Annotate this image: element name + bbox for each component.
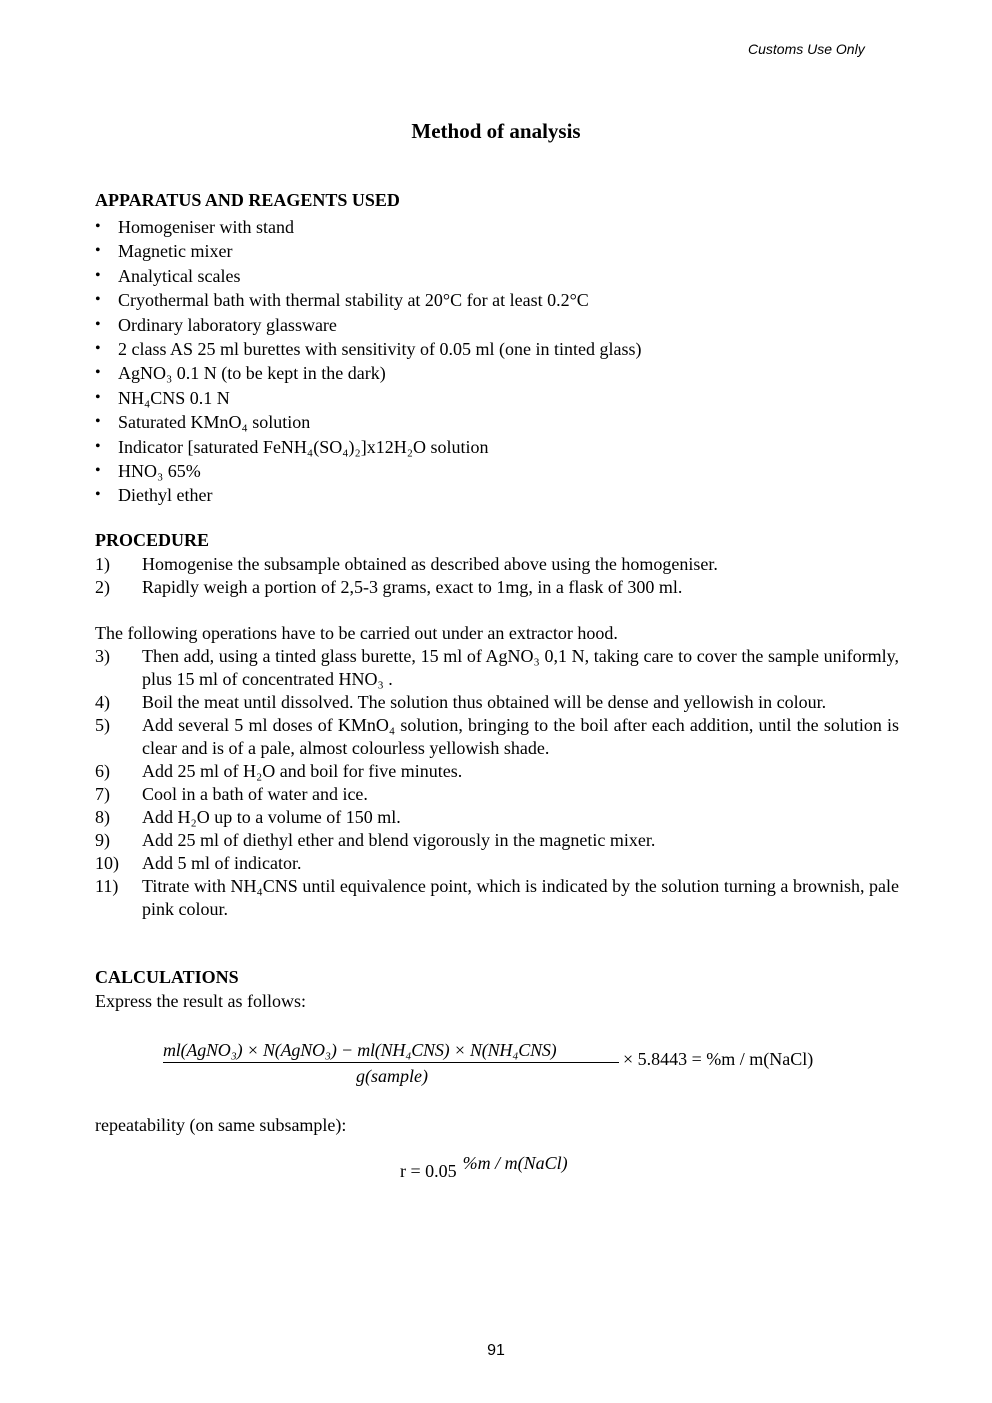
formula-denominator: g(sample) <box>356 1066 428 1086</box>
list-item: • Ordinary laboratory glassware <box>95 313 641 337</box>
procedure-step: 5) Add several 5 ml doses of KMnO₄ solution, bringing to the boil after each addition, until the solution is clear and is of a pale, almost colourless yellowish shade. <box>95 715 899 758</box>
procedure-step: 8) Add H₂O up to a volume of 150 ml. <box>95 807 401 827</box>
bullet-icon: • <box>95 266 101 284</box>
repeatability-value: r = 0.05 <box>400 1161 457 1181</box>
repeatability-label: repeatability (on same subsample): <box>95 1115 347 1135</box>
list-item: • NH₄CNS 0.1 N <box>95 386 641 410</box>
repeatability-unit: %m / m(NaCl) <box>462 1153 568 1173</box>
bullet-icon: • <box>95 339 101 357</box>
bullet-icon: • <box>95 291 101 309</box>
bullet-icon: • <box>95 486 101 504</box>
formula-result: × 5.8443 = %m / m(NaCl) <box>623 1049 814 1069</box>
list-item: • Saturated KMnO₄ solution <box>95 410 641 434</box>
bullet-icon: • <box>95 437 101 455</box>
calculations-intro: Express the result as follows: <box>95 991 306 1011</box>
list-item: • Indicator [saturated FeNH₄(SO₄)₂]x12H₂O solution <box>95 435 641 459</box>
procedure-step: 2) Rapidly weigh a portion of 2,5-3 grams, exact to 1mg, in a flask of 300 ml. <box>95 577 683 597</box>
bullet-icon: • <box>95 218 101 235</box>
procedure-step: 4) Boil the meat until dissolved. The solution thus obtained will be dense and yellowish in colour. <box>95 692 827 712</box>
formula-fraction <box>163 1038 621 1089</box>
list-item: • Analytical scales <box>95 264 641 288</box>
bullet-icon: • <box>95 461 101 479</box>
procedure-step: 3) Then add, using a tinted glass burette, 15 ml of AgNO₃ 0,1 N, taking care to cover the sample uniformly, plus 15 ml of concentrated HNO₃ . <box>95 646 899 689</box>
repeatability-formula <box>400 1153 568 1182</box>
list-item: • Diethyl ether <box>95 483 641 507</box>
procedure-step: 11) Titrate with NH₄CNS until equivalence point, which is indicated by the solution turning a brownish, pale pink colour. <box>95 876 899 919</box>
list-item: • Cryothermal bath with thermal stability at 20°C for at least 0.2°C <box>95 288 641 312</box>
list-item: • 2 class AS 25 ml burettes with sensitivity of 0.05 ml (one in tinted glass) <box>95 337 641 361</box>
extractor-hood-note: The following operations have to be carried out under an extractor hood. <box>95 623 618 643</box>
list-item: • Magnetic mixer <box>95 239 641 263</box>
apparatus-heading: APPARATUS AND REAGENTS USED <box>95 190 400 210</box>
list-item: • HNO₃ 65% <box>95 459 641 483</box>
procedure-steps-b <box>95 645 899 921</box>
list-item: • AgNO₃ 0.1 N (to be kept in the dark) <box>95 361 641 385</box>
procedure-heading: PROCEDURE <box>95 530 210 550</box>
bullet-icon: • <box>95 242 101 260</box>
procedure-step: 6) Add 25 ml of H₂O and boil for five minutes. <box>95 761 463 781</box>
procedure-step: 9) Add 25 ml of diethyl ether and blend vigorously in the magnetic mixer. <box>95 830 656 850</box>
page-number: 91 <box>487 1342 505 1359</box>
formula-numerator: ml(AgNO₃) × N(AgNO₃) − ml(NH₄CNS) × N(NH₄CNS) <box>163 1040 557 1060</box>
bullet-icon: • <box>95 413 101 431</box>
calculations-heading: CALCULATIONS <box>95 967 239 987</box>
procedure-step: 10) Add 5 ml of indicator. <box>95 853 302 873</box>
list-item: • Homogeniser with stand <box>95 215 641 239</box>
header-note: Customs Use Only <box>748 41 865 57</box>
bullet-icon: • <box>95 388 101 406</box>
procedure-step: 7) Cool in a bath of water and ice. <box>95 784 368 804</box>
page-title: Method of analysis <box>411 119 581 143</box>
bullet-icon: • <box>95 315 101 333</box>
apparatus-list <box>95 215 641 508</box>
bullet-icon: • <box>95 364 101 382</box>
procedure-steps-a <box>95 553 899 599</box>
procedure-step: 1) Homogenise the subsample obtained as described above using the homogeniser. <box>95 554 718 574</box>
